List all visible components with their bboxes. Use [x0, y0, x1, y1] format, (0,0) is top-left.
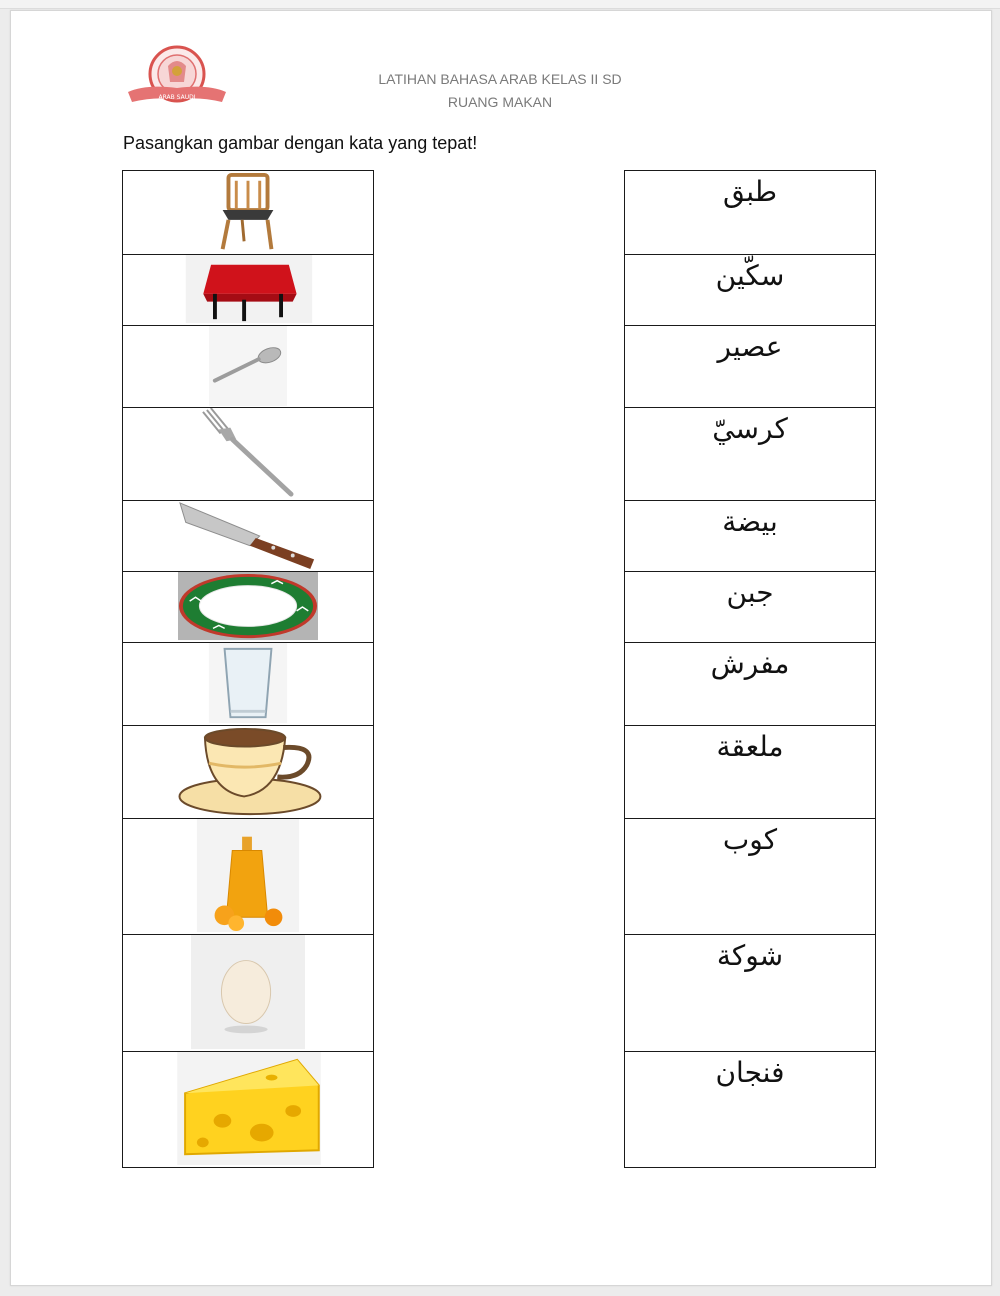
fork-icon: [123, 408, 373, 500]
word-cell[interactable]: [624, 725, 876, 819]
picture-cell-glass[interactable]: [122, 642, 374, 726]
instruction-text: Pasangkan gambar dengan kata yang tepat!: [123, 133, 478, 153]
picture-cell-egg[interactable]: [122, 934, 374, 1052]
arabic-word: كرسيّ: [712, 412, 788, 445]
word-cell[interactable]: [624, 407, 876, 501]
word-cell[interactable]: [624, 818, 876, 935]
arabic-word: عصير: [717, 330, 783, 363]
glass-icon: [123, 643, 373, 725]
word-cell[interactable]: [624, 500, 876, 572]
worksheet-title: LATIHAN BAHASA ARAB KELAS II SD: [378, 71, 622, 87]
arabic-word: سكّين: [715, 259, 785, 292]
word-cell[interactable]: [624, 325, 876, 408]
arabic-word: بيضة: [722, 505, 778, 538]
svg-text:ARAB SAUDI: ARAB SAUDI: [158, 94, 196, 101]
arabic-word: جبن: [726, 576, 774, 609]
picture-cell-knife[interactable]: [122, 500, 374, 572]
dining-table-icon: [123, 255, 373, 325]
arabic-word: ملعقة: [716, 730, 784, 763]
picture-cell-chair[interactable]: [122, 170, 374, 255]
arabic-word: كوب: [722, 823, 778, 856]
word-cell[interactable]: [624, 254, 876, 326]
picture-cell-cheese[interactable]: [122, 1051, 374, 1168]
arabic-word: مفرش: [710, 647, 790, 680]
word-cell[interactable]: [624, 571, 876, 643]
picture-cell-table[interactable]: [122, 254, 374, 326]
picture-cell-fork[interactable]: [122, 407, 374, 501]
teacup-icon: [123, 726, 373, 818]
word-cell[interactable]: [624, 1051, 876, 1168]
window-top-strip: [0, 0, 1000, 9]
worksheet-subtitle: RUANG MAKAN: [447, 94, 553, 110]
school-logo: [126, 44, 228, 110]
knife-icon: [123, 501, 373, 571]
picture-cell-spoon[interactable]: [122, 325, 374, 408]
word-cell[interactable]: [624, 170, 876, 255]
egg-icon: [123, 935, 373, 1051]
arabic-word: فنجان: [715, 1056, 785, 1089]
picture-cell-teacup[interactable]: [122, 725, 374, 819]
arabic-word: طبق: [722, 175, 778, 208]
word-cell[interactable]: [624, 642, 876, 726]
word-cell[interactable]: [624, 934, 876, 1052]
orange-juice-icon: [123, 819, 373, 934]
picture-cell-juice[interactable]: [122, 818, 374, 935]
arabic-word: شوكة: [716, 939, 784, 972]
picture-cell-plate[interactable]: [122, 571, 374, 643]
spoon-icon: [123, 326, 373, 407]
chair-icon: [123, 171, 373, 254]
plate-icon: [123, 572, 373, 642]
cheese-icon: [123, 1052, 373, 1167]
